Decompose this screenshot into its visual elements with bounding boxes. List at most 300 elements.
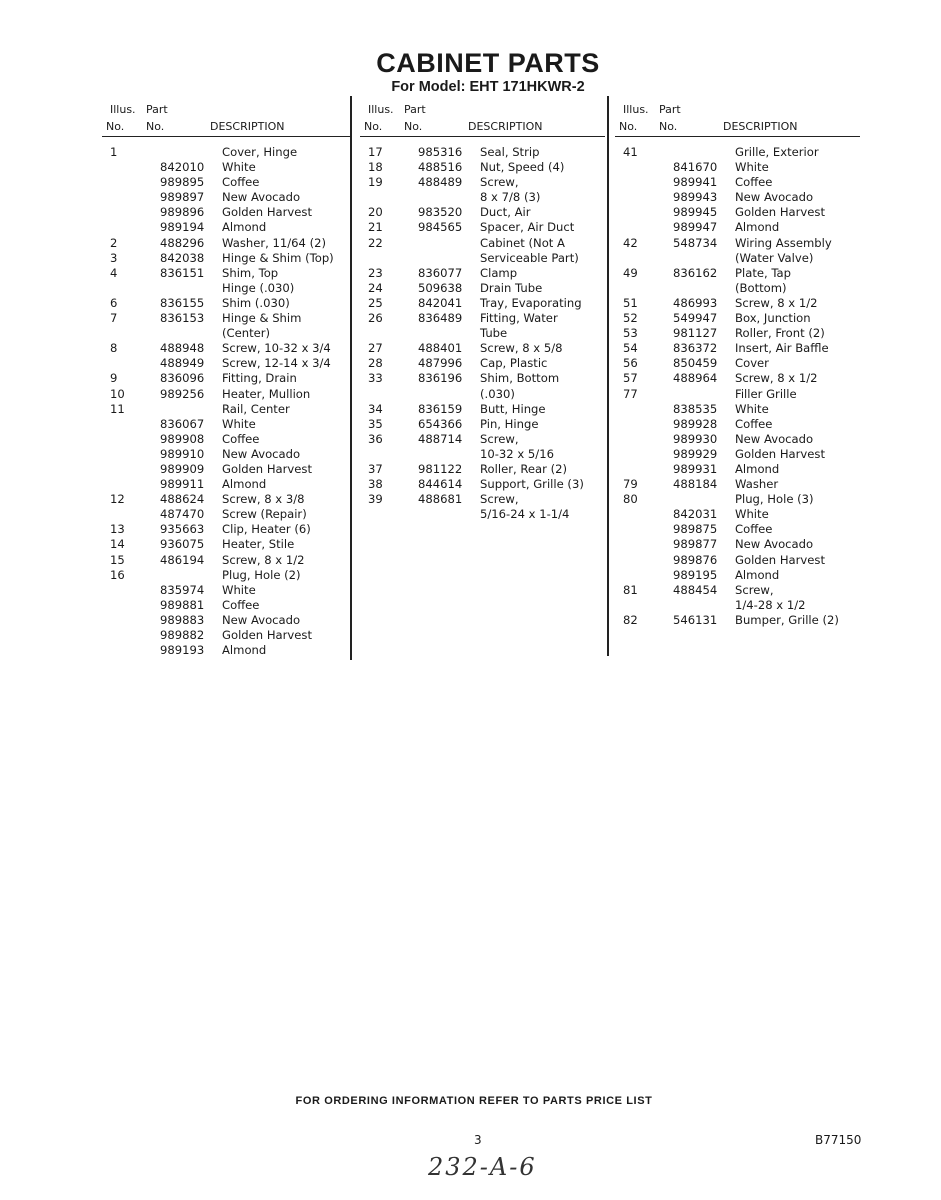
parts-row: [615, 160, 860, 175]
part-description: Cabinet (Not A: [480, 235, 565, 250]
part-number: 488296: [160, 235, 205, 250]
parts-row: [615, 402, 860, 417]
parts-row: [615, 175, 860, 190]
part-number: 842041: [418, 295, 463, 310]
parts-row: [360, 432, 605, 447]
parts-row: [102, 402, 350, 417]
illus-number: 9: [110, 371, 118, 386]
part-description: Bumper, Grille (2): [735, 612, 839, 627]
illus-number: 82: [623, 612, 638, 627]
part-number: 836489: [418, 311, 463, 326]
part-description: Clamp: [480, 265, 518, 280]
part-description: Golden Harvest: [222, 628, 312, 642]
parts-row: [615, 190, 860, 205]
handwritten-note: 232-A-6: [428, 1153, 537, 1181]
part-description: Almond: [735, 461, 780, 476]
part-number: 983520: [418, 205, 463, 220]
part-description: Tray, Evaporating: [480, 295, 582, 310]
parts-row: [615, 220, 860, 235]
illus-number: 26: [368, 311, 383, 326]
parts-row: [360, 220, 605, 235]
parts-row: [615, 371, 860, 386]
part-description: 10-32 x 5/16: [480, 446, 554, 461]
part-description: Filler Grille: [735, 386, 797, 401]
part-description: Golden Harvest: [735, 552, 825, 567]
parts-row: [102, 568, 350, 583]
parts-row: [360, 205, 605, 220]
parts-row: [615, 236, 860, 251]
part-description: (Center): [222, 326, 271, 341]
parts-row: [615, 417, 860, 432]
parts-row: [102, 583, 350, 598]
part-number: 488948: [160, 341, 205, 356]
part-number: 985316: [418, 145, 463, 159]
illus-header: Illus.: [110, 103, 136, 116]
part-number: 488184: [673, 477, 718, 492]
part-number: 835974: [160, 582, 205, 597]
part-header: Part: [404, 103, 426, 116]
parts-row: [615, 387, 860, 402]
part-number: 836151: [160, 265, 205, 280]
part-description: (Bottom): [735, 280, 787, 295]
parts-row: [102, 613, 350, 628]
part-number: 836153: [160, 311, 205, 326]
part-number: 935663: [160, 522, 205, 537]
parts-row: [360, 281, 605, 296]
parts-row: [360, 356, 605, 371]
column-header: [102, 100, 350, 137]
illus-number: 16: [110, 567, 125, 582]
parts-row: [102, 296, 350, 311]
parts-row: [360, 402, 605, 417]
parts-row: [102, 387, 350, 402]
part-no-header: No.: [659, 120, 678, 133]
illus-number: 54: [623, 341, 638, 356]
part-number: 841670: [673, 160, 718, 175]
illus-number: 27: [368, 341, 383, 356]
part-description: Washer: [735, 477, 779, 492]
part-description: Spacer, Air Duct: [480, 220, 575, 235]
part-number: 989876: [673, 552, 718, 567]
part-number: 488489: [418, 175, 463, 190]
part-description: New Avocado: [222, 446, 301, 461]
illus-number: 24: [368, 280, 383, 295]
part-description: White: [735, 401, 769, 416]
part-description: Hinge & Shim: [222, 311, 302, 326]
parts-row: [102, 175, 350, 190]
parts-row: [615, 281, 860, 296]
part-description: Golden Harvest: [222, 461, 312, 476]
part-number: 989897: [160, 190, 205, 205]
part-description: Roller, Front (2): [735, 326, 825, 341]
part-description: Screw,: [480, 492, 519, 507]
part-description: White: [222, 160, 256, 175]
parts-column-2: [360, 100, 605, 522]
illus-number: 22: [368, 235, 383, 250]
part-number: 836196: [418, 371, 463, 386]
parts-row: [615, 326, 860, 341]
parts-row: [102, 220, 350, 235]
parts-row: [360, 462, 605, 477]
part-description: Butt, Hinge: [480, 401, 546, 416]
parts-row: [360, 190, 605, 205]
illus-number: 20: [368, 205, 383, 220]
illus-number: 6: [110, 295, 118, 310]
part-description: New Avocado: [735, 431, 814, 446]
parts-row: [360, 492, 605, 507]
part-number: 989875: [673, 522, 718, 537]
part-description: (.030): [480, 386, 515, 401]
part-description: Clip, Heater (6): [222, 522, 311, 537]
parts-row: [102, 356, 350, 371]
page-title: CABINET PARTS: [376, 48, 600, 78]
part-description: Golden Harvest: [735, 205, 825, 220]
parts-row: [615, 477, 860, 492]
part-number: 842010: [160, 160, 205, 175]
parts-row: [360, 507, 605, 522]
part-description: New Avocado: [735, 190, 814, 205]
part-description: Plug, Hole (2): [222, 567, 301, 582]
part-number: 989930: [673, 431, 718, 446]
part-description: White: [222, 582, 256, 597]
part-description: 1/4-28 x 1/2: [735, 597, 806, 612]
parts-row: [615, 583, 860, 598]
illus-number: 4: [110, 265, 118, 280]
parts-row: [615, 251, 860, 266]
part-description: White: [222, 416, 256, 431]
part-description: Screw, 8 x 1/2: [222, 552, 305, 567]
parts-row: [102, 236, 350, 251]
illus-number: 2: [110, 235, 118, 250]
parts-row: [360, 341, 605, 356]
part-description: Screw,: [480, 175, 519, 190]
parts-row: [102, 281, 350, 296]
parts-row: [615, 145, 860, 160]
parts-row: [360, 311, 605, 326]
parts-row: [360, 326, 605, 341]
parts-row: [360, 417, 605, 432]
part-description: Coffee: [222, 597, 260, 612]
part-description: Almond: [735, 567, 780, 582]
part-number: 989943: [673, 190, 718, 205]
parts-row: [615, 613, 860, 628]
part-description: Fitting, Drain: [222, 371, 297, 386]
parts-row: [102, 371, 350, 386]
parts-row: [102, 145, 350, 160]
part-number: 989195: [673, 567, 718, 582]
illus-number: 81: [623, 582, 638, 597]
part-description: Heater, Stile: [222, 537, 295, 552]
part-description: Tube: [480, 326, 508, 341]
illus-number: 49: [623, 265, 638, 280]
parts-row: [102, 537, 350, 552]
part-description: New Avocado: [222, 612, 301, 627]
part-description: Coffee: [735, 522, 773, 537]
part-number: 654366: [418, 416, 463, 431]
part-description: Coffee: [735, 175, 773, 190]
part-description: Insert, Air Baffle: [735, 341, 829, 356]
illus-number: 39: [368, 492, 383, 507]
illus-header: Illus.: [623, 103, 649, 116]
parts-row: [102, 266, 350, 281]
illus-number: 53: [623, 326, 638, 341]
part-description: 5/16-24 x 1-1/4: [480, 507, 570, 522]
parts-row: [102, 417, 350, 432]
parts-row: [102, 598, 350, 613]
parts-row: [615, 553, 860, 568]
parts-row: [360, 160, 605, 175]
part-description: Shim, Top: [222, 265, 279, 280]
illus-number: 42: [623, 235, 638, 250]
part-number: 981127: [673, 326, 718, 341]
parts-row: [615, 522, 860, 537]
part-number: 989882: [160, 628, 205, 642]
parts-row: [615, 492, 860, 507]
part-description: Plate, Tap: [735, 265, 791, 280]
part-header: Part: [146, 103, 168, 116]
part-description: Almond: [222, 643, 267, 658]
part-number: 989910: [160, 446, 205, 461]
part-number: 989883: [160, 612, 205, 627]
parts-row: [102, 432, 350, 447]
part-number: 486194: [160, 552, 205, 567]
parts-row: [360, 296, 605, 311]
illus-number: 19: [368, 175, 383, 190]
parts-row: [360, 175, 605, 190]
part-description: Box, Junction: [735, 311, 811, 326]
illus-number: 17: [368, 145, 383, 159]
illus-no-header: No.: [364, 120, 383, 133]
part-number: 989929: [673, 446, 718, 461]
parts-column-1: [102, 100, 350, 658]
part-number: 989945: [673, 205, 718, 220]
parts-row: [102, 522, 350, 537]
part-description: Screw, 12-14 x 3/4: [222, 356, 331, 371]
illus-header: Illus.: [368, 103, 394, 116]
parts-row: [102, 190, 350, 205]
parts-row: [102, 507, 350, 522]
part-description: Coffee: [735, 416, 773, 431]
part-description: Wiring Assembly: [735, 235, 832, 250]
illus-number: 1: [110, 145, 118, 159]
part-number: 836155: [160, 295, 205, 310]
part-number: 488401: [418, 341, 463, 356]
illus-number: 15: [110, 552, 125, 567]
illus-no-header: No.: [106, 120, 125, 133]
part-description: New Avocado: [222, 190, 301, 205]
part-description: 8 x 7/8 (3): [480, 190, 541, 205]
parts-row: [102, 251, 350, 266]
part-number: 488681: [418, 492, 463, 507]
part-number: 842031: [673, 507, 718, 522]
part-number: 989896: [160, 205, 205, 220]
part-number: 836067: [160, 416, 205, 431]
part-description: Screw, 10-32 x 3/4: [222, 341, 331, 356]
part-description: Nut, Speed (4): [480, 160, 565, 175]
part-description: Roller, Rear (2): [480, 461, 567, 476]
parts-row: [615, 205, 860, 220]
illus-number: 18: [368, 160, 383, 175]
part-number: 546131: [673, 612, 718, 627]
part-number: 836162: [673, 265, 718, 280]
document-code: B77150: [815, 1133, 862, 1147]
parts-row: [360, 477, 605, 492]
part-description: Almond: [222, 220, 267, 235]
illus-number: 36: [368, 431, 383, 446]
part-number: 488624: [160, 492, 205, 507]
illus-no-header: No.: [619, 120, 638, 133]
parts-row: [360, 387, 605, 402]
part-number: 984565: [418, 220, 463, 235]
part-number: 989941: [673, 175, 718, 190]
parts-row: [615, 568, 860, 583]
parts-row: [360, 251, 605, 266]
illus-number: 3: [110, 250, 118, 265]
part-number: 936075: [160, 537, 205, 552]
illus-number: 51: [623, 295, 638, 310]
part-description: Rail, Center: [222, 401, 290, 416]
part-number: 989881: [160, 597, 205, 612]
part-number: 549947: [673, 311, 718, 326]
part-description: Coffee: [222, 175, 260, 190]
illus-number: 21: [368, 220, 383, 235]
part-description: Cover, Hinge: [222, 145, 298, 159]
part-description: Washer, 11/64 (2): [222, 235, 327, 250]
illus-number: 79: [623, 477, 638, 492]
parts-row: [102, 553, 350, 568]
illus-number: 57: [623, 371, 638, 386]
illus-number: 12: [110, 492, 125, 507]
parts-row: [102, 628, 350, 643]
parts-row: [102, 205, 350, 220]
illus-number: 13: [110, 522, 125, 537]
part-number: 989895: [160, 175, 205, 190]
part-description: Screw, 8 x 3/8: [222, 492, 305, 507]
parts-row: [360, 266, 605, 281]
part-description: Screw,: [735, 582, 774, 597]
parts-row: [615, 507, 860, 522]
part-description: Almond: [222, 477, 267, 492]
illus-number: 11: [110, 401, 125, 416]
part-description: Plug, Hole (3): [735, 492, 814, 507]
column-divider: [350, 96, 352, 660]
parts-row: [615, 462, 860, 477]
part-number: 487996: [418, 356, 463, 371]
parts-row: [615, 598, 860, 613]
part-description: Hinge (.030): [222, 280, 295, 295]
part-description: Duct, Air: [480, 205, 531, 220]
parts-row: [615, 266, 860, 281]
part-description: Hinge & Shim (Top): [222, 250, 334, 265]
part-description: Drain Tube: [480, 280, 543, 295]
part-number: 487470: [160, 507, 205, 522]
parts-row: [102, 462, 350, 477]
parts-row: [615, 537, 860, 552]
part-number: 989193: [160, 643, 205, 658]
part-no-header: No.: [404, 120, 423, 133]
parts-row: [360, 371, 605, 386]
ordering-info-note: FOR ORDERING INFORMATION REFER TO PARTS PRICE LIST: [295, 1095, 653, 1107]
part-description: Almond: [735, 220, 780, 235]
illus-number: 37: [368, 461, 383, 476]
parts-row: [102, 447, 350, 462]
part-description: Cap, Plastic: [480, 356, 548, 371]
part-description: Fitting, Water: [480, 311, 558, 326]
column-header: [360, 100, 605, 137]
parts-column-3: [615, 100, 860, 628]
part-number: 548734: [673, 235, 718, 250]
part-description: New Avocado: [735, 537, 814, 552]
part-description: Shim (.030): [222, 295, 290, 310]
part-no-header: No.: [146, 120, 165, 133]
parts-row: [360, 447, 605, 462]
part-description: Coffee: [222, 431, 260, 446]
parts-row: [102, 643, 350, 658]
parts-row: [615, 432, 860, 447]
part-description: Shim, Bottom: [480, 371, 560, 386]
illus-number: 35: [368, 416, 383, 431]
illus-number: 25: [368, 295, 383, 310]
parts-row: [102, 341, 350, 356]
description-header: DESCRIPTION: [210, 120, 285, 133]
part-description: Grille, Exterior: [735, 145, 819, 159]
part-number: 981122: [418, 461, 463, 476]
part-description: Screw (Repair): [222, 507, 307, 522]
illus-number: 77: [623, 386, 638, 401]
part-number: 989256: [160, 386, 205, 401]
part-description: Cover: [735, 356, 769, 371]
parts-row: [102, 311, 350, 326]
model-subtitle: For Model: EHT 171HKWR-2: [391, 79, 585, 95]
description-header: DESCRIPTION: [723, 120, 798, 133]
illus-number: 38: [368, 477, 383, 492]
parts-row: [102, 492, 350, 507]
part-number: 488949: [160, 356, 205, 371]
parts-row: [615, 341, 860, 356]
part-description: Screw, 8 x 1/2: [735, 371, 818, 386]
part-description: Screw,: [480, 431, 519, 446]
part-number: 836159: [418, 401, 463, 416]
part-description: White: [735, 160, 769, 175]
illus-number: 28: [368, 356, 383, 371]
part-number: 989909: [160, 461, 205, 476]
column-header: [615, 100, 860, 137]
part-number: 486993: [673, 295, 718, 310]
parts-row: [615, 356, 860, 371]
part-number: 989947: [673, 220, 718, 235]
part-number: 838535: [673, 401, 718, 416]
part-description: Support, Grille (3): [480, 477, 584, 492]
part-header: Part: [659, 103, 681, 116]
parts-row: [360, 145, 605, 160]
parts-row: [102, 326, 350, 341]
part-number: 488964: [673, 371, 718, 386]
part-description: Screw, 8 x 1/2: [735, 295, 818, 310]
part-number: 836372: [673, 341, 718, 356]
illus-number: 52: [623, 311, 638, 326]
part-number: 836096: [160, 371, 205, 386]
part-number: 989911: [160, 477, 205, 492]
part-number: 509638: [418, 280, 463, 295]
part-number: 836077: [418, 265, 463, 280]
part-number: 989931: [673, 461, 718, 476]
part-number: 989877: [673, 537, 718, 552]
part-number: 488454: [673, 582, 718, 597]
illus-number: 56: [623, 356, 638, 371]
illus-number: 33: [368, 371, 383, 386]
column-divider: [607, 96, 609, 656]
parts-row: [615, 296, 860, 311]
